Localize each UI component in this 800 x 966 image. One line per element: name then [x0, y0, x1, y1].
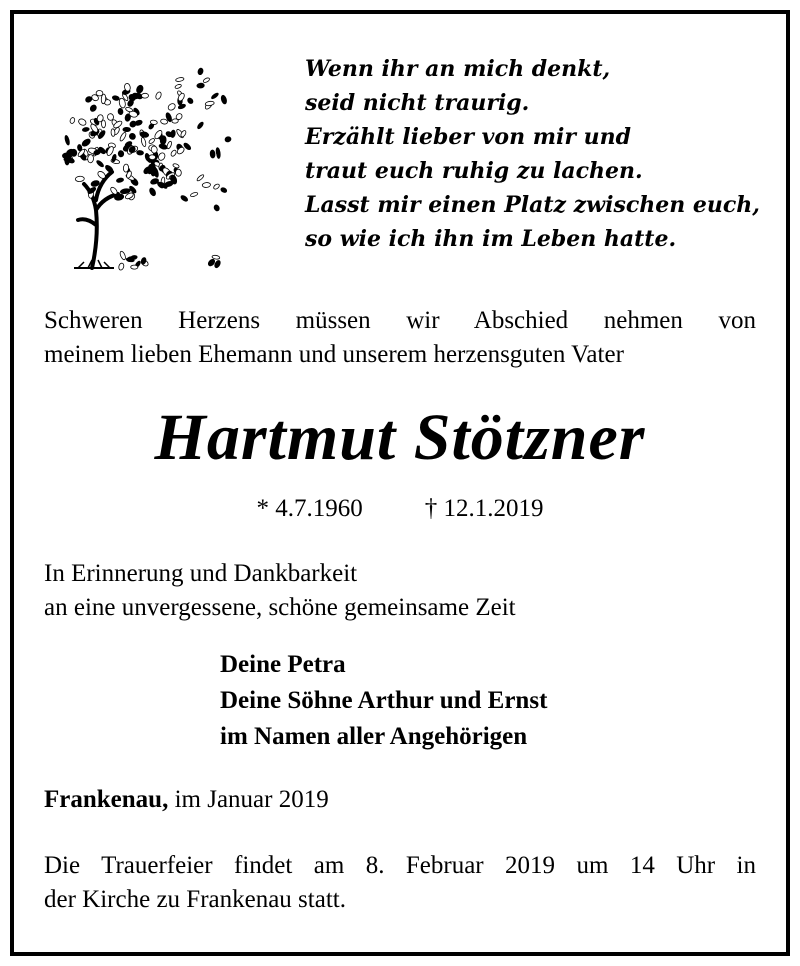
poem-line: Lasst mir einen Platz zwischen euch,	[305, 192, 760, 218]
deceased-name: Hartmut Stötzner	[154, 401, 646, 474]
poem-line: seid nicht traurig.	[305, 90, 530, 116]
leaf	[172, 163, 179, 169]
funeral-line: der Kirche zu Frankenau statt.	[44, 886, 346, 913]
signatures	[220, 647, 547, 755]
tree-icon	[44, 50, 234, 275]
leaf	[210, 150, 215, 158]
leaf	[157, 152, 166, 162]
leaf	[203, 77, 211, 83]
leaf	[148, 187, 156, 197]
leaf	[64, 135, 70, 145]
leaf	[224, 136, 231, 142]
leaf	[205, 101, 215, 107]
leaf	[197, 121, 205, 129]
memory-line: In Erinnerung und Dankbarkeit	[44, 560, 358, 587]
leaf	[211, 92, 219, 99]
leaf	[123, 127, 131, 131]
leaf	[123, 164, 129, 172]
leaf	[135, 84, 144, 94]
leaf	[64, 158, 73, 162]
leaf	[111, 129, 115, 137]
leaf	[125, 107, 133, 113]
leaf	[112, 95, 120, 101]
leaf	[175, 77, 184, 82]
poem-line: so wie ich ihn im Leben hatte.	[305, 226, 677, 252]
place-date	[44, 784, 329, 816]
signature-line: Deine Söhne Arthur und Ernst	[220, 687, 548, 714]
leaf	[119, 251, 126, 261]
leaf	[196, 174, 204, 182]
leaf	[197, 83, 205, 89]
memory-line: an eine unvergessene, schöne gemeinsame Zeit	[44, 594, 516, 621]
leaf	[172, 119, 179, 124]
town: Frankenau,	[44, 786, 169, 813]
leaf	[213, 183, 221, 190]
leaf	[104, 164, 114, 174]
leaf	[87, 154, 93, 163]
leaf	[118, 150, 124, 157]
poem-line: traut euch ruhig zu lachen.	[305, 158, 643, 184]
leaf	[190, 192, 198, 198]
leaf	[166, 141, 172, 150]
leaf	[141, 93, 148, 98]
leaf	[167, 102, 177, 111]
leaf	[187, 97, 194, 105]
memory-text	[44, 557, 756, 625]
leaf	[220, 95, 227, 105]
life-dates	[0, 493, 800, 525]
leaf	[116, 177, 124, 183]
leaf	[130, 255, 137, 260]
leaf	[220, 187, 227, 194]
leaf	[137, 150, 144, 155]
birth-date: * 4.7.1960	[256, 495, 363, 522]
leaf	[148, 138, 155, 145]
leaf	[128, 132, 136, 140]
leaf	[101, 94, 106, 104]
signature-line: im Namen aller Angehörigen	[220, 723, 528, 750]
intro-line: meinem lieben Ehemann und unserem herzensguten Vater	[44, 341, 624, 368]
leaf	[216, 147, 221, 156]
leaf	[119, 132, 127, 142]
leaf	[155, 91, 162, 100]
leaf	[101, 120, 105, 128]
leaf	[118, 263, 125, 271]
leaf	[69, 117, 75, 124]
leaf	[197, 68, 204, 76]
leaf	[170, 149, 177, 157]
leaf	[141, 137, 147, 147]
month-year: im Januar 2019	[168, 786, 329, 813]
leaf	[213, 204, 220, 212]
leaf	[89, 104, 97, 113]
leaf	[149, 155, 156, 160]
leaf	[139, 131, 149, 138]
death-date: † 12.1.2019	[424, 495, 544, 522]
poem-line: Erzählt lieber von mir und	[305, 124, 631, 150]
leaf	[160, 135, 167, 144]
leaf	[180, 194, 189, 202]
leaf	[96, 160, 105, 168]
funeral-info	[44, 849, 756, 917]
leaf	[81, 138, 92, 148]
signature-line: Deine Petra	[220, 651, 346, 678]
leaf	[175, 169, 181, 176]
leaf	[170, 130, 176, 138]
intro-line: Schweren Herzens müssen wir Abschied nehmen von	[44, 307, 756, 334]
poem-line: Wenn ihr an mich denkt,	[305, 56, 611, 82]
leaf	[75, 176, 84, 182]
funeral-line: Die Trauerfeier findet am 8. Februar 2019 um 14 Uhr in	[44, 852, 756, 879]
poem	[305, 52, 775, 256]
leaf	[77, 118, 87, 127]
leaf	[118, 108, 124, 115]
leaf	[131, 265, 138, 269]
intro-text	[44, 304, 756, 372]
leaf	[202, 182, 211, 188]
leaf	[175, 84, 182, 90]
leaf	[151, 146, 158, 154]
leaf	[82, 127, 89, 132]
